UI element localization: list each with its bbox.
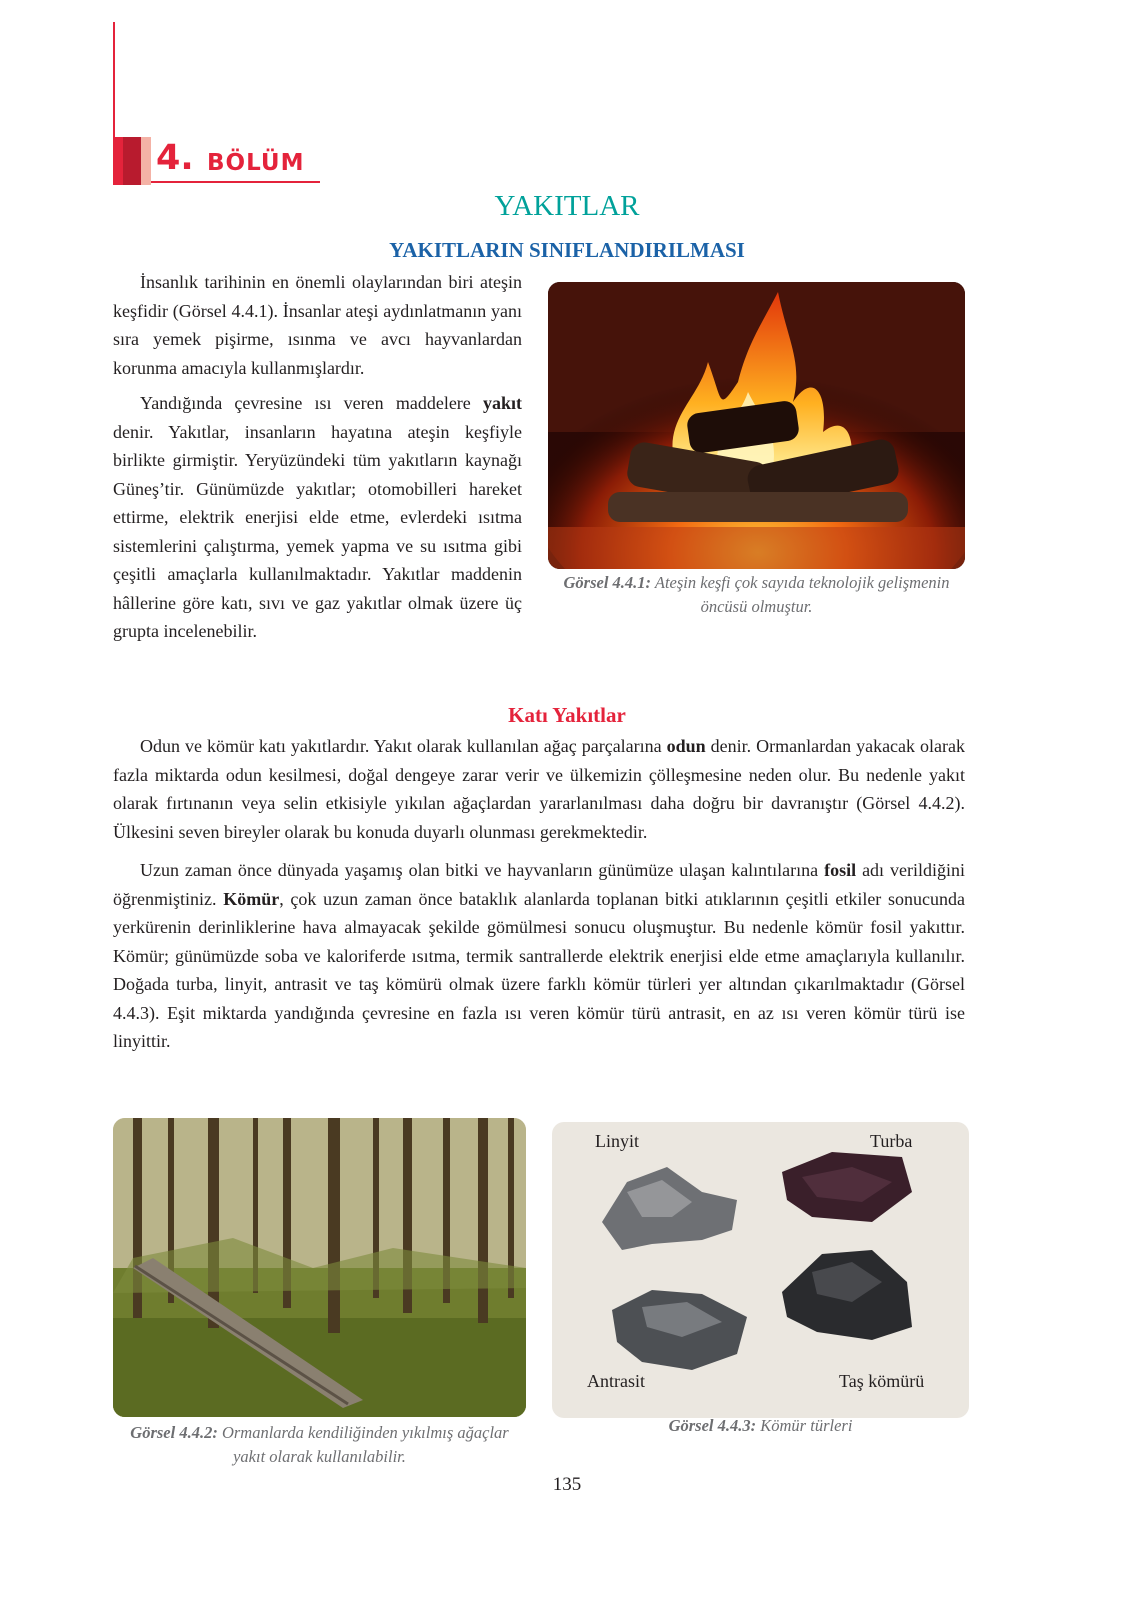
intro-paragraph-1: İnsanlık tarihinin en önemli olaylarından biri ateşin keşfidir (Görsel 4.4.1). İnsanlar ateşi aydınlatmanın yanı sıra yemek pişirme, ısınma ve avcı hayvanlardan korunma amacıyla kullanmışlardır.: [113, 272, 522, 378]
solid-paragraph-1: Odun ve kömür katı yakıtlardır. Yakıt olarak kullanılan ağaç parçalarına odun denir. Ormanlardan yakacak olarak fazla miktarda odun kesilmesi, doğal dengeye zarar verir ve ülkemizin çölleşmesine neden olur. Bu nedenle yakıt olarak fırtınanın veya selin etkisiyle yıkılan ağaçlardan yararlanılması daha doğru bir davranıştır (Görsel 4.4.2). Ülkesini seven bireyler olarak bu konuda duyarlı olunması gerekmektedir.: [113, 736, 965, 842]
coal-label-tas-komuru: Taş kömürü: [839, 1371, 925, 1391]
chapter-marker-shadow: [123, 137, 141, 185]
intro-column: [113, 268, 522, 646]
page-title: YAKITLAR: [494, 190, 640, 222]
page-subtitle: YAKITLARIN SINIFLANDIRILMASI: [389, 238, 745, 262]
chapter-number: 4.: [156, 138, 194, 178]
coal-label-turba: Turba: [870, 1131, 913, 1151]
coal-label-linyit: Linyit: [595, 1131, 639, 1151]
figure-1-text: Ateşin keşfi çok sayıda teknolojik gelişmenin öncüsü olmuştur.: [654, 573, 950, 616]
section-title: Katı Yakıtlar: [508, 703, 626, 727]
term-yakit: yakıt: [482, 393, 522, 413]
intro-paragraph-2: Yandığında çevresine ısı veren maddelere yakıt denir. Yakıtlar, insanların hayatına ateşin keşfiyle birlikte girmiştir. Yeryüzündeki tüm yakıtların kaynağı Güneş’tir. Günümüzde yakıtlar; otomobilleri hareket ettirme, elektrik enerjisi elde etme, evlerdeki ısıtma sistemlerini çalıştırma, yemek yapma ve su ısıtma gibi çeşitli amaçlarla kullanılmaktadır. Yakıtlar maddenin hâllerine göre katı, sıvı ve gaz yakıtlar olmak üzere üç grupta incelenebilir.: [113, 393, 522, 641]
fire-photo: [548, 282, 965, 569]
coal-types-panel: [552, 1122, 969, 1418]
figure-3-caption: [552, 1414, 969, 1438]
figure-2-label: Görsel 4.4.2:: [130, 1423, 218, 1442]
figure-3-label: Görsel 4.4.3:: [668, 1416, 757, 1435]
forest-photo: [113, 1118, 526, 1417]
figure-1-label: Görsel 4.4.1:: [563, 573, 652, 592]
coal-label-antrasit: Antrasit: [587, 1371, 645, 1391]
page-number: 135: [552, 1474, 582, 1495]
solid-fuels-body: [113, 732, 965, 1056]
forest-illustration: [113, 1118, 526, 1417]
figure-2-text: Ormanlarda kendiliğinden yıkılmış ağaçlar yakıt olarak kullanılabilir.: [221, 1423, 509, 1466]
term-komur: Kömür: [223, 888, 280, 909]
term-fosil: fosil: [824, 860, 857, 880]
figure-2-caption: [113, 1421, 526, 1469]
figure-3-text: Kömür türleri: [760, 1416, 853, 1435]
term-odun: odun: [666, 736, 706, 756]
figure-1-caption: [548, 571, 965, 619]
solid-paragraph-2: Uzun zaman önce dünyada yaşamış olan bitki ve hayvanların günümüze ulaşan kalıntılarına fosil adı verildiğini öğrenmiştiniz. Kömür, çok uzun zaman önce bataklık alanlarda toplanan bitki atıklarının çeşitli etkiler sonucunda yerkürenin derinliklerine hava almayacak şekilde gömülmesi sonucu oluşmuştur. Bu nedenle kömür fosil yakıttır. Kömür; günümüzde soba ve kaloriferde ısıtma, termik santrallerde elektrik enerjisi elde etme amaçlarıyla kullanılır. Doğada turba, linyit, antrasit ve taş kömürü olmak üzere farklı kömür türleri yer altından çıkarılmaktadır (Görsel 4.4.3). Eşit miktarda yandığında çevresine en fazla ısı veren kömür türü antrasit, en az ısı veren kömür türü ise linyittir.: [113, 860, 965, 1051]
fire-illustration: [548, 282, 965, 569]
chapter-word: BÖLÜM: [207, 150, 305, 176]
chapter-marker-accent: [141, 137, 151, 185]
